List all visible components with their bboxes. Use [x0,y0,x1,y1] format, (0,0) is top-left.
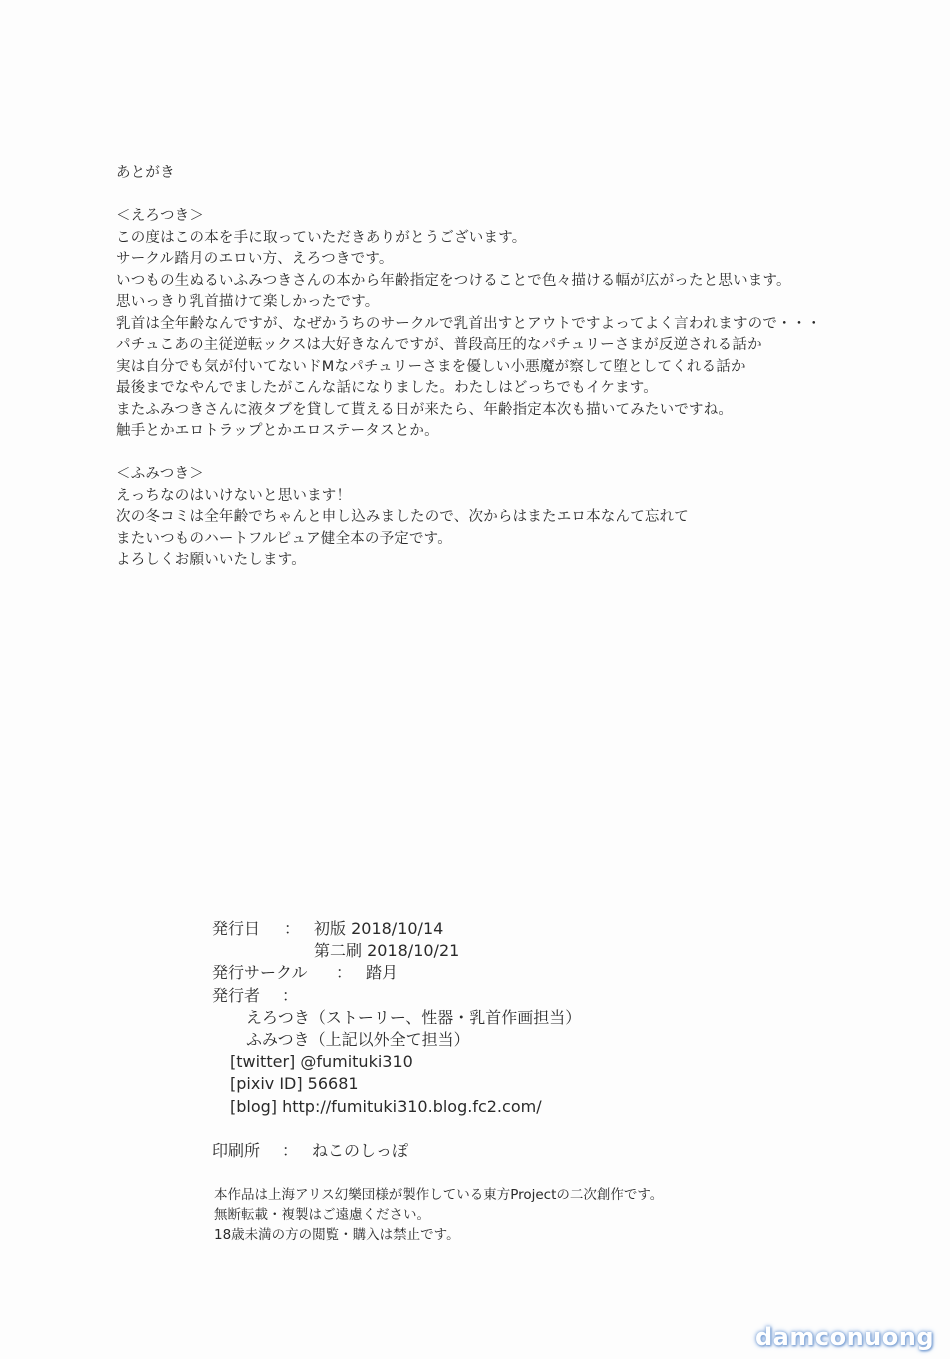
erotsuki-line: 実は自分でも気が付いてないドMなパチュリーさまを優しい小悪魔が察して堕としてくれる話か [116,358,746,375]
circle-separator: ： [336,963,353,983]
blog-url: [blog] http://fumituki310.blog.fc2.com/ [230,1096,542,1116]
erotsuki-line: またふみつきさんに液タブを貸して貰える日が来たら、年齢指定本次も描いてみたいですね。 [116,401,734,418]
second-edition-row [212,940,852,962]
fumitsuki-header: ＜ふみつき＞ [116,466,204,482]
twitter-handle: [twitter] @fumituki310 [230,1052,413,1072]
issue-date-row [212,918,852,940]
afterword-title: あとがき [116,165,175,181]
erotsuki-line: 乳首は全年齢なんですが、なぜかうちのサークルで乳首出すとアウトですよってよく言われますので・・・ [116,315,822,332]
circle-label: 発行サークル [212,963,308,983]
printer-label: 印刷所 [212,1140,261,1160]
publisher-label: 発行者 [212,985,261,1005]
erotsuki-header: ＜えろつき＞ [116,208,205,224]
erotsuki-line: 最後までなやんでましたがこんな話になりました。わたしはどっちでもイケます。 [116,380,659,396]
circle-name: 踏月 [366,963,399,983]
colophon [212,918,852,1162]
afterword-section [116,163,916,572]
publisher-fumitsuki: ふみつき（上記以外全て担当） [246,1029,470,1049]
erotsuki-line: この度はこの本を手に取っていただきありがとうございます。 [116,229,527,246]
publisher-row [212,1029,852,1051]
fumitsuki-line: 次の冬コミは全年齢でちゃんと申し込みましたので、次からはまたエロ本なんて忘れて [116,509,690,525]
blog-row [212,1096,852,1118]
first-edition-date: 初版 2018/10/14 [314,919,444,938]
printer-separator: ： [282,1140,299,1160]
fumitsuki-line: えっちなのはいけないと思います！ [116,487,352,504]
legal-note: 無断転載・複製はご遠慮ください。 [214,1207,430,1223]
erotsuki-line: パチュこあの主従逆転ックスは大好きなんですが、普段高圧的なパチュリーさまが反逆される話か [116,337,762,353]
twitter-row [212,1051,852,1073]
fumitsuki-line: よろしくお願いいたします。 [116,552,306,568]
printer-row [212,1140,852,1162]
circle-row [212,962,852,984]
publisher-row [212,985,852,1007]
legal-notes [214,1185,663,1245]
erotsuki-line: いつもの生ぬるいふみつきさんの本から年齢指定をつけることで色々描ける幅が広がったと思います。 [116,272,791,289]
erotsuki-line: サークル踏月のエロい方、えろつきです。 [116,251,394,267]
erotsuki-line: 触手とかエロトラップとかエロステータスとか。 [116,423,439,439]
legal-note: 本作品は上海アリス幻樂団様が製作している東方Projectの二次創作です。 [214,1187,664,1203]
issue-date-separator: ： [284,919,301,938]
publisher-erotsuki: えろつき（ストーリー、性器・乳首作画担当） [246,1007,582,1027]
watermark-logo: damconuong [754,1323,934,1351]
second-edition-date: 第二刷 2018/10/21 [314,941,460,961]
publisher-separator: ： [282,985,299,1005]
printer-name: ねこのしっぽ [312,1140,409,1160]
fumitsuki-line: またいつものハートフルピュア健全本の予定です。 [116,530,452,547]
pixiv-id: [pixiv ID] 56681 [230,1074,359,1094]
issue-date-label: 発行日 [212,919,261,938]
publisher-row [212,1007,852,1029]
pixiv-row [212,1073,852,1095]
erotsuki-line: 思いっきり乳首描けて楽しかったです。 [116,294,380,310]
legal-note: 18歳未満の方の閲覧・購入は禁止です。 [214,1227,460,1243]
